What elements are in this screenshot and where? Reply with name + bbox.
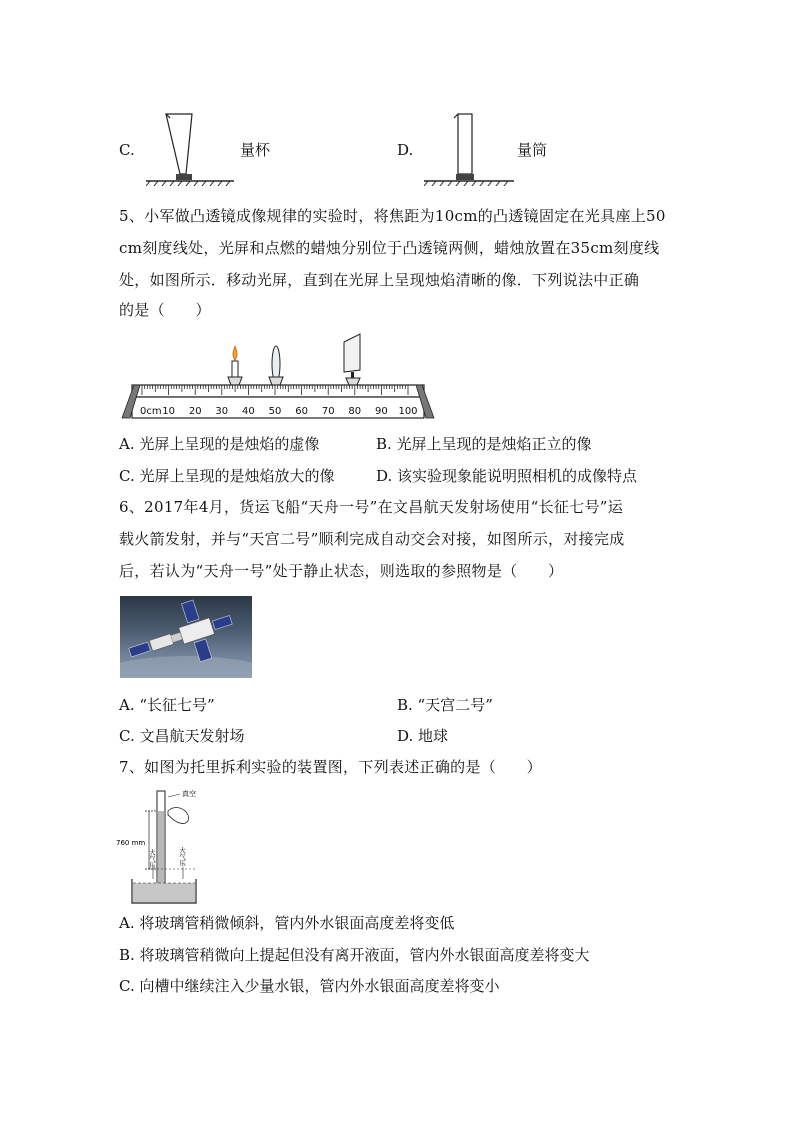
- hand-icon: [168, 808, 189, 824]
- q7-option-b: B. 将玻璃管稍微向上提起但没有离开液面，管内外水银面高度差将变大: [119, 946, 590, 964]
- graduated-cylinder-figure: [424, 108, 516, 186]
- q5-text-line-1: 5、小军做凸透镜成像规律的实验时，将焦距为10cm的凸透镜固定在光具座上50: [119, 207, 666, 225]
- ruler-label: 30: [215, 406, 229, 417]
- q5-option-c: C. 光屏上呈现的是烛焰放大的像: [119, 467, 335, 485]
- q6-text-line-2: 载火箭发射，并与“天宫二号”顺利完成自动交会对接，如图所示，对接完成: [119, 530, 625, 548]
- optical-bench-figure: [118, 330, 438, 422]
- q6-option-a: A. “长征七号”: [119, 696, 215, 714]
- q5-text-line-3: 处，如图所示．移动光屏，直到在光屏上呈现烛焰清晰的像．下列说法中正确: [119, 271, 640, 289]
- q5-option-d: D. 该实验现象能说明照相机的成像特点: [376, 467, 638, 485]
- q6-option-d: D. 地球: [397, 727, 449, 745]
- ruler-label: 20: [188, 406, 202, 417]
- q6-text-line-1: 6、2017年4月，货运飞船“天舟一号”在文昌航天发射场使用“长征七号”运: [119, 498, 624, 516]
- q4-option-d-label: 量筒: [517, 141, 548, 159]
- q7-text-line: 7、如图为托里拆利实验的装置图，下列表述正确的是（ ）: [119, 758, 542, 776]
- q6-text-line-3: 后，若认为“天舟一号”处于静止状态，则选取的参照物是（ ）: [119, 562, 564, 580]
- q4-option-d-letter: D.: [397, 141, 414, 159]
- vacuum-label: 真空: [182, 790, 196, 798]
- q5-option-a: A. 光屏上呈现的是烛焰的虚像: [119, 435, 320, 453]
- ruler-label: 0cm: [140, 406, 162, 417]
- q6-option-b: B. “天宫二号”: [397, 696, 493, 714]
- ruler-label: 40: [242, 406, 255, 417]
- ruler-label: 90: [375, 406, 388, 417]
- q6-option-c: C. 文昌航天发射场: [119, 727, 245, 745]
- torricelli-apparatus-figure: [116, 787, 208, 909]
- q7-option-a: A. 将玻璃管稍微倾斜，管内外水银面高度差将变低: [119, 914, 455, 932]
- ruler-label: 100: [398, 406, 418, 417]
- height-label: 760 mm: [116, 839, 146, 847]
- q4-option-c-letter: C.: [119, 141, 135, 159]
- ruler-label: 80: [348, 406, 362, 417]
- candle-icon: [228, 346, 242, 385]
- q5-option-b: B. 光屏上呈现的是烛焰正立的像: [376, 435, 592, 453]
- ruler-label: 60: [295, 406, 308, 417]
- ruler-label: 10: [162, 406, 175, 417]
- pressure-left-label: 大气压: [148, 849, 156, 869]
- measuring-cup-figure: [146, 108, 236, 186]
- q4-option-c-label: 量杯: [240, 141, 271, 159]
- space-station-photo: [120, 596, 252, 678]
- ruler-label: 50: [268, 406, 282, 417]
- q7-option-c: C. 向槽中继续注入少量水银，管内外水银面高度差将变小: [119, 977, 500, 995]
- lens-icon: [269, 346, 283, 385]
- q5-text-line-2: cm刻度线处，光屏和点燃的蜡烛分别位于凸透镜两侧，蜡烛放置在35cm刻度线: [119, 239, 660, 257]
- ruler-label: 70: [321, 406, 335, 417]
- pressure-right-label: 大气压: [178, 847, 186, 867]
- q5-text-line-4: 的是（ ）: [119, 301, 211, 319]
- light-screen-icon: [344, 334, 360, 385]
